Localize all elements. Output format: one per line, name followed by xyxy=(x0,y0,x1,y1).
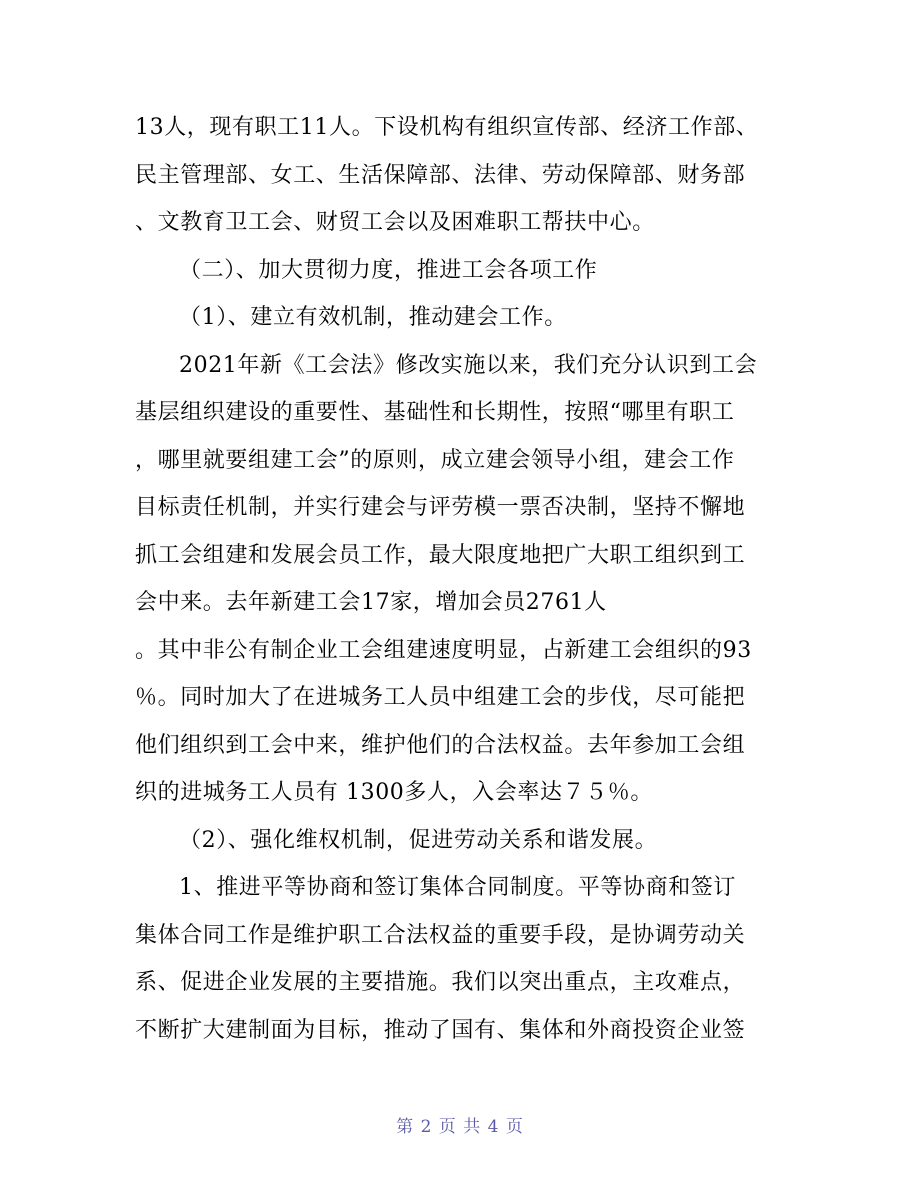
text-line: 抓工会组建和发展会员工作，最大限度地把广大职工组织到工 xyxy=(135,542,746,568)
section-heading: （二）、加大贯彻力度，推进工会各项工作 xyxy=(179,257,598,283)
text-line: 13人，现有职工11人。下设机构有组织宣传部、经济工作部、 xyxy=(135,115,759,140)
text-line: 目标责任机制，并实行建会与评劳模一票否决制，坚持不懈地 xyxy=(135,495,746,520)
text-line: 2021年新《工会法》修改实施以来，我们充分认识到工会 xyxy=(179,352,758,378)
page-number-footer: 第 2 页 共 4 页 xyxy=(396,1117,524,1137)
text-line: 他们组织到工会中来，维护他们的合法权益。去年参加工会组 xyxy=(135,732,746,758)
body-text xyxy=(135,104,795,1054)
text-line: 、文教育卫工会、财贸工会以及困难职工帮扶中心。 xyxy=(135,210,655,235)
text-line: 集体合同工作是维护职工合法权益的重要手段，是协调劳动关 xyxy=(135,922,746,948)
text-line: ，哪里就要组建工会”的原则，成立建会领导小组，建会工作 xyxy=(135,447,735,473)
text-line: 系、促进企业发展的主要措施。我们以突出重点，主攻难点， xyxy=(135,970,746,995)
subsection-heading: （2）、强化维权机制，促进劳动关系和谐发展。 xyxy=(179,827,658,853)
text-line: 不断扩大建制面为目标，推动了国有、集体和外商投资企业签 xyxy=(135,1017,746,1043)
text-line: 织的进城务工人员有 1300多人，入会率达７５％。 xyxy=(135,780,653,805)
text-line: 1、推进平等协商和签订集体合同制度。平等协商和签订 xyxy=(179,875,736,900)
text-line: 。其中非公有制企业工会组建速度明显，占新建工会组织的93 xyxy=(135,637,752,663)
text-line: 基层组织建设的重要性、基础性和长期性，按照“哪里有职工 xyxy=(135,400,735,425)
subsection-heading: （1）、建立有效机制，推动建会工作。 xyxy=(179,305,567,330)
text-line: 会中来。去年新建工会17家，增加会员2761人 xyxy=(135,590,607,615)
text-line: ％。同时加大了在进城务工人员中组建工会的步伐，尽可能把 xyxy=(135,685,746,710)
text-line: 民主管理部、女工、生活保障部、法律、劳动保障部、财务部 xyxy=(135,162,746,188)
